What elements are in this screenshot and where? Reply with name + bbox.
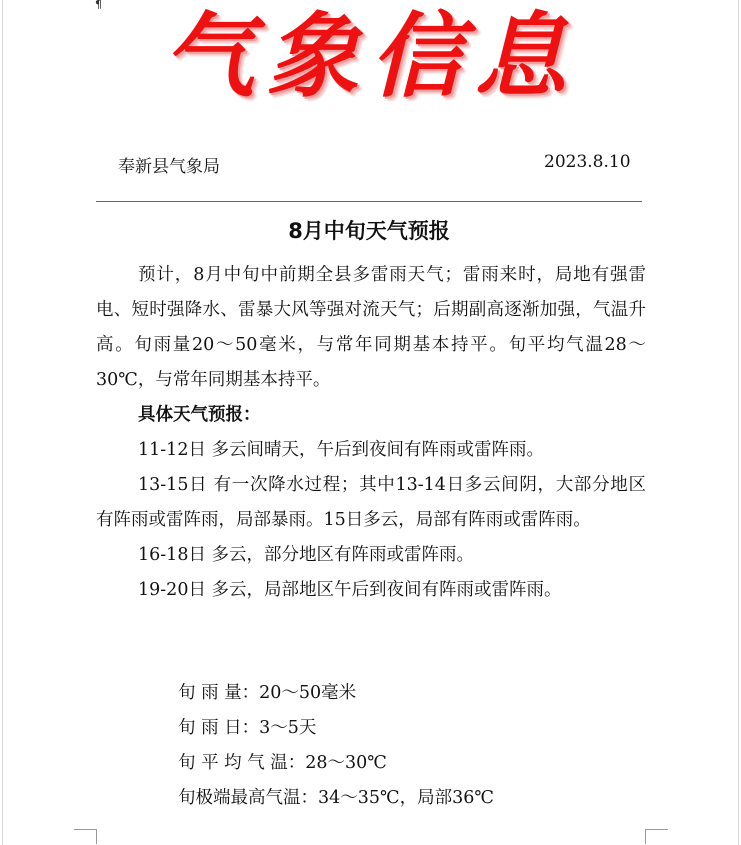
agency-name: 奉新县气象局 bbox=[118, 157, 220, 177]
detail-heading: 具体天气预报： bbox=[138, 405, 261, 425]
forecast-period-16-18: 16-18日 多云，部分地区有阵雨或雷阵雨。 bbox=[138, 545, 475, 565]
forecast-summary bbox=[178, 676, 494, 816]
forecast-body bbox=[96, 258, 646, 608]
summary-rain-days: 旬 雨 日：3～5天 bbox=[178, 718, 317, 738]
issue-date: 2023.8.10 bbox=[544, 152, 631, 172]
margin-corner-right bbox=[645, 829, 668, 844]
document-title: 8月中旬天气预报 bbox=[288, 219, 450, 243]
summary-max-temp: 旬极端最高气温：34～35℃，局部36℃ bbox=[178, 788, 494, 808]
forecast-period-19-20: 19-20日 多云，局部地区午后到夜间有阵雨或雷阵雨。 bbox=[138, 580, 562, 600]
forecast-period-11-12: 11-12日 多云间晴天，午后到夜间有阵雨或雷阵雨。 bbox=[138, 440, 545, 460]
text-cursor-icon: ¶ bbox=[95, 0, 102, 11]
margin-corner-left bbox=[74, 829, 97, 844]
masthead-title: 气象信息 bbox=[162, 2, 579, 110]
summary-rainfall: 旬 雨 量：20～50毫米 bbox=[178, 683, 357, 703]
summary-mean-temp: 旬 平 均 气 温：28～30℃ bbox=[178, 753, 387, 773]
page-edge-right bbox=[738, 0, 739, 845]
page-edge-left bbox=[2, 0, 3, 845]
forecast-period-13-15: 13-15日 有一次降水过程；其中13-14日多云间阴，大部分地区有阵雨或雷阵雨，局部暴雨。15日多云，局部有阵雨或雷阵雨。 bbox=[96, 475, 646, 530]
header-rule bbox=[96, 201, 642, 202]
forecast-overview: 预计，8月中旬中前期全县多雷雨天气；雷雨来时，局地有强雷电、短时强降水、雷暴大风等强对流天气；后期副高逐渐加强，气温升高。旬雨量20～50毫米，与常年同期基本持平。旬平均气温28～30℃，与常年同期基本持平。 bbox=[96, 265, 646, 390]
